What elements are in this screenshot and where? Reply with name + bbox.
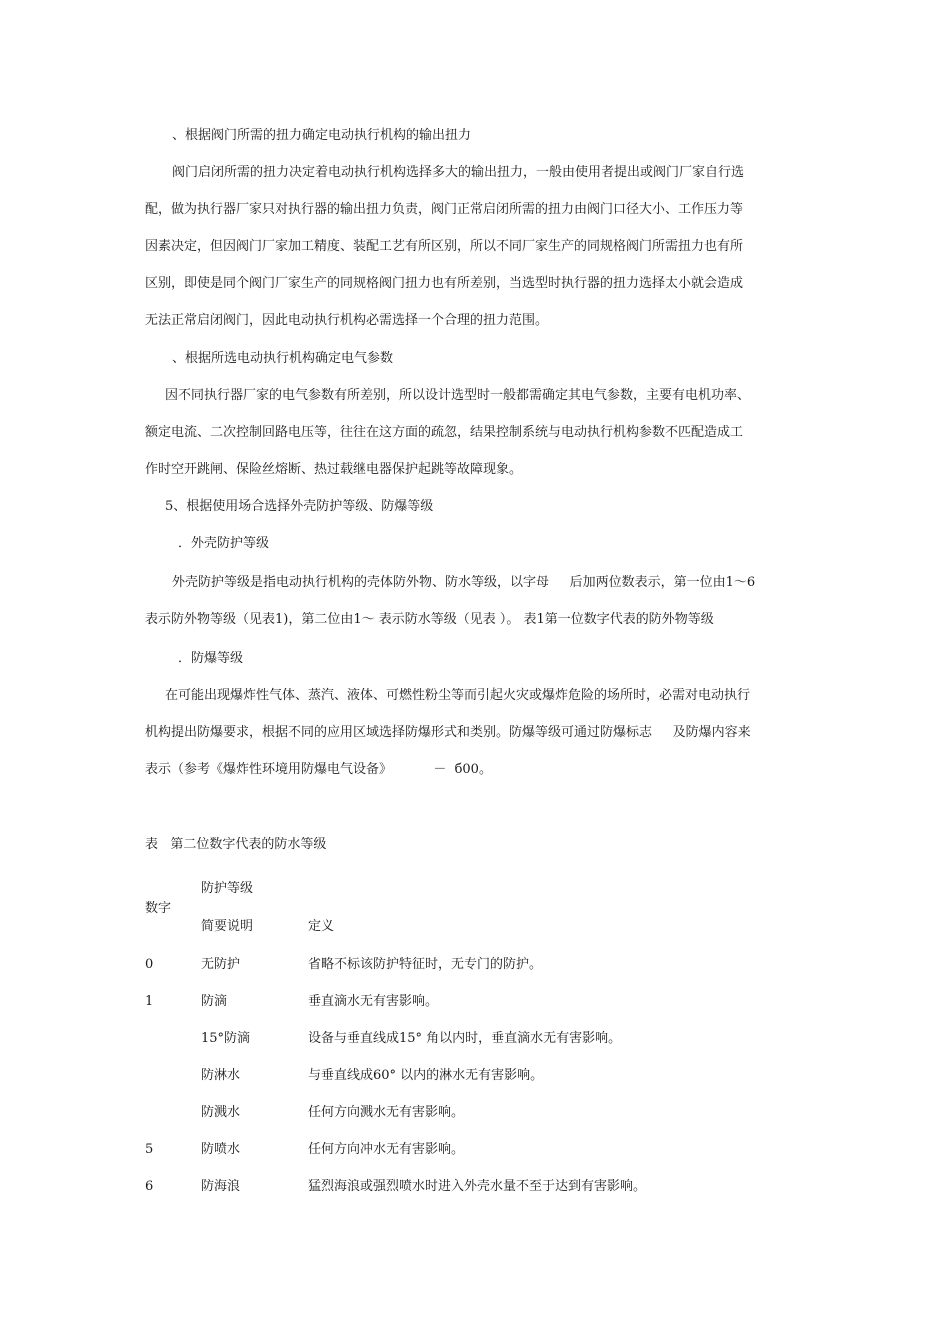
table-cell-digit: 1	[145, 994, 154, 1009]
table-cell-brief: 防淋水	[201, 1068, 241, 1083]
table-header-digit: 数字	[145, 901, 172, 916]
paragraph-line: 额定电流、二次控制回路电压等，往往在这方面的疏忽，结果控制系统与电动执行机构参数不匹配造成工	[145, 425, 744, 440]
table-header-definition: 定义	[308, 919, 335, 934]
table-cell-digit: 6	[145, 1179, 154, 1194]
paragraph-line: 因不同执行器厂家的电气参数有所差别，所以设计选型时一般都需确定其电气参数，主要有电机功率、	[165, 388, 751, 403]
table-header-brief: 简要说明	[201, 919, 254, 934]
table-cell-definition: 任何方向溅水无有害影响。	[308, 1105, 465, 1120]
table-cell-definition: 垂直滴水无有害影响。	[308, 994, 439, 1009]
section-heading-torque: 、根据阀门所需的扭力确定电动执行机构的输出扭力	[172, 128, 472, 143]
table-cell-brief: 防喷水	[201, 1142, 241, 1157]
paragraph-line: 表示防外物等级（见表1)，第二位由1～ 表示防水等级（见表 ）。 表1第一位数字代表的防外物等级	[145, 612, 714, 627]
section-heading-electrical: 、根据所选电动执行机构确定电气参数	[172, 351, 394, 366]
table-cell-brief: 无防护	[201, 957, 241, 972]
table-cell-digit: 5	[145, 1142, 154, 1157]
paragraph-line: 作时空开跳闸、保险丝熔断、热过载继电器保护起跳等故障现象。	[145, 462, 523, 477]
table-cell-definition: 设备与垂直线成15° 角以内时，垂直滴水无有害影响。	[308, 1031, 622, 1046]
paragraph-line: 区别，即使是同个阀门厂家生产的同规格阀门扭力也有所差别，当选型时执行器的扭力选择太小就会造成	[145, 276, 744, 291]
paragraph-line: 无法正常启闭阀门，因此电动执行机构必需选择一个合理的扭力范围。	[145, 313, 549, 328]
paragraph-line: 因素决定，但因阀门厂家加工精度、装配工艺有所区别，所以不同厂家生产的同规格阀门所需扭力也有所	[145, 239, 744, 254]
table-cell-definition: 任何方向冲水无有害影响。	[308, 1142, 465, 1157]
table-cell-definition: 猛烈海浪或强烈喷水时进入外壳水量不至于达到有害影响。	[308, 1179, 647, 1194]
paragraph-line: 在可能出现爆炸性气体、蒸汽、液体、可燃性粉尘等而引起火灾或爆炸危险的场所时，必需对电动执行	[165, 688, 751, 703]
subheading-explosion: ．防爆等级	[178, 651, 244, 666]
table-cell-brief: 15°防滴	[201, 1031, 251, 1046]
section-heading-protection: 5、根据使用场合选择外壳防护等级、防爆等级	[165, 499, 434, 514]
subheading-enclosure: ．外壳防护等级	[178, 536, 270, 551]
table-cell-brief: 防滴	[201, 994, 228, 1009]
paragraph-line: 外壳防护等级是指电动执行机构的壳体防外物、防水等级，以字母 后加两位数表示，第一位由1～6	[172, 575, 756, 590]
paragraph-line: 配，做为执行器厂家只对执行器的输出扭力负责，阀门正常启闭所需的扭力由阀门口径大小、工作压力等	[145, 202, 744, 217]
table-cell-brief: 防溅水	[201, 1105, 241, 1120]
paragraph-line: 表示（参考《爆炸性环境用防爆电气设备》 － б00。	[145, 762, 492, 777]
paragraph-line: 阀门启闭所需的扭力决定着电动执行机构选择多大的输出扭力，一般由使用者提出或阀门厂家自行选	[172, 165, 745, 180]
table-caption: 表 第二位数字代表的防水等级	[145, 837, 327, 852]
table-cell-definition: 省略不标该防护特征时，无专门的防护。	[308, 957, 543, 972]
paragraph-line: 机构提出防爆要求，根据不同的应用区域选择防爆形式和类别。防爆等级可通过防爆标志 及防爆内容来	[145, 725, 751, 740]
table-cell-digit: 0	[145, 957, 154, 972]
table-header-group: 防护等级	[201, 881, 254, 896]
table-cell-definition: 与垂直线成60° 以内的淋水无有害影响。	[308, 1068, 544, 1083]
table-cell-brief: 防海浪	[201, 1179, 241, 1194]
